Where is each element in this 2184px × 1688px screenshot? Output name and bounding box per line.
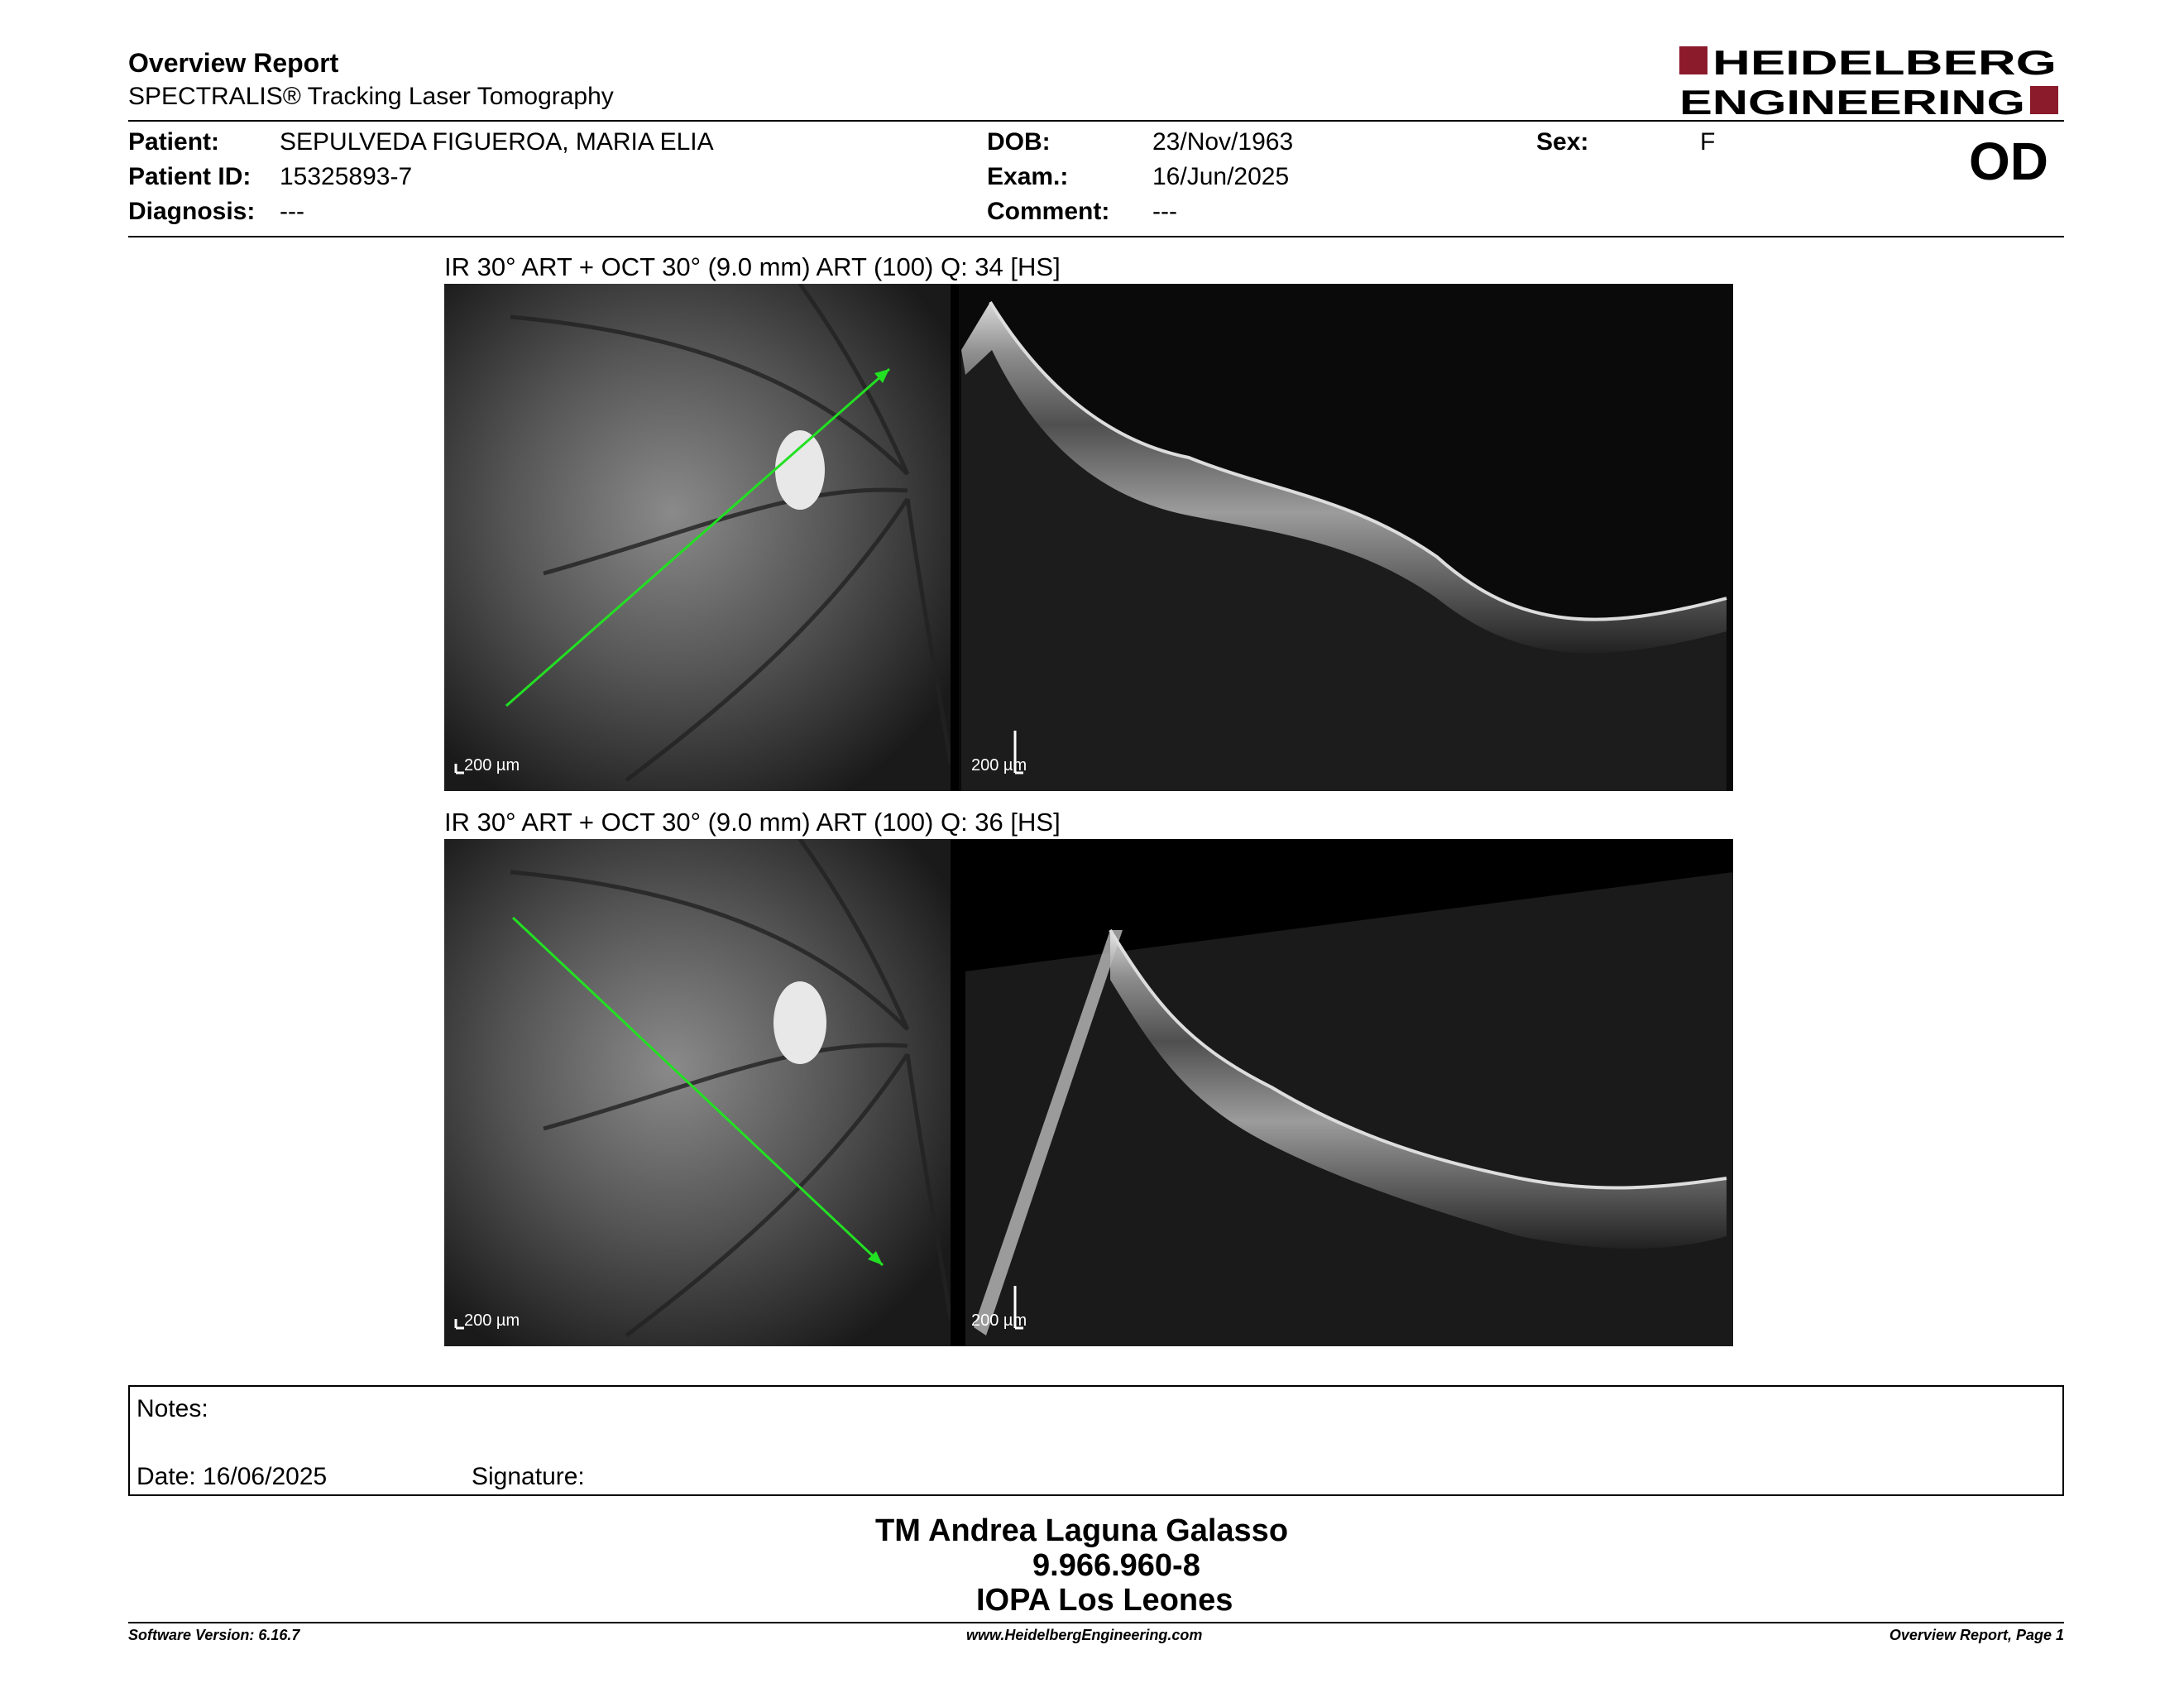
fundus-scale-1: 200 µm	[464, 756, 520, 774]
scan-2-image	[444, 839, 1733, 1346]
comment-value: ---	[1152, 198, 1177, 225]
sex-label: Sex:	[1536, 128, 1589, 156]
signer-name: TM Andrea Laguna Galasso	[875, 1513, 1289, 1548]
oct-scale-1: 200 µm	[971, 756, 1027, 774]
notes-box	[128, 1385, 2064, 1496]
report-title: Overview Report	[128, 48, 339, 78]
exam-value: 16/Jun/2025	[1152, 163, 1290, 190]
page-indicator: Overview Report, Page 1	[1889, 1627, 2064, 1643]
scan-1-image	[444, 284, 1733, 791]
software-version: Software Version: 6.16.7	[128, 1627, 300, 1643]
eye-indicator: OD	[1969, 132, 2048, 191]
heidelberg-logo	[1679, 43, 2060, 119]
notes-label: Notes:	[136, 1395, 208, 1422]
report-subtitle: SPECTRALIS® Tracking Laser Tomography	[128, 83, 614, 110]
diagnosis-label: Diagnosis:	[128, 198, 256, 225]
sex-value: F	[1700, 128, 1716, 156]
date-label: Date: 16/06/2025	[136, 1463, 328, 1490]
website-link[interactable]: www.HeidelbergEngineering.com	[966, 1627, 1203, 1643]
svg-text:HEIDELBERG: HEIDELBERG	[1712, 43, 2057, 82]
patient-rule	[128, 236, 2064, 237]
scan-2-title: IR 30° ART + OCT 30° (9.0 mm) ART (100) Q: 36 [HS]	[444, 808, 1061, 837]
header-rule	[128, 120, 2064, 122]
signer-place: IOPA Los Leones	[976, 1583, 1233, 1618]
svg-text:ENGINEERING: ENGINEERING	[1679, 83, 2025, 119]
patient-label: Patient:	[128, 128, 220, 156]
dob-value: 23/Nov/1963	[1152, 128, 1294, 156]
diagnosis-value: ---	[280, 198, 304, 225]
patient-id-label: Patient ID:	[128, 163, 251, 190]
signature-label: Signature:	[472, 1463, 585, 1490]
patient-id: 15325893-7	[280, 163, 413, 190]
optic-disc-1	[775, 430, 825, 510]
oct-scale-2: 200 µm	[971, 1312, 1027, 1330]
footer-rule	[128, 1622, 2064, 1623]
comment-label: Comment:	[987, 198, 1110, 225]
exam-label: Exam.:	[987, 163, 1069, 190]
patient-name: SEPULVEDA FIGUEROA, MARIA ELIA	[280, 128, 714, 156]
scan-1-title: IR 30° ART + OCT 30° (9.0 mm) ART (100) Q: 34 [HS]	[444, 252, 1061, 281]
dob-label: DOB:	[987, 128, 1051, 156]
signer-rut: 9.966.960-8	[1032, 1548, 1200, 1583]
fundus-scale-2: 200 µm	[464, 1312, 520, 1330]
optic-disc-2	[774, 981, 826, 1064]
